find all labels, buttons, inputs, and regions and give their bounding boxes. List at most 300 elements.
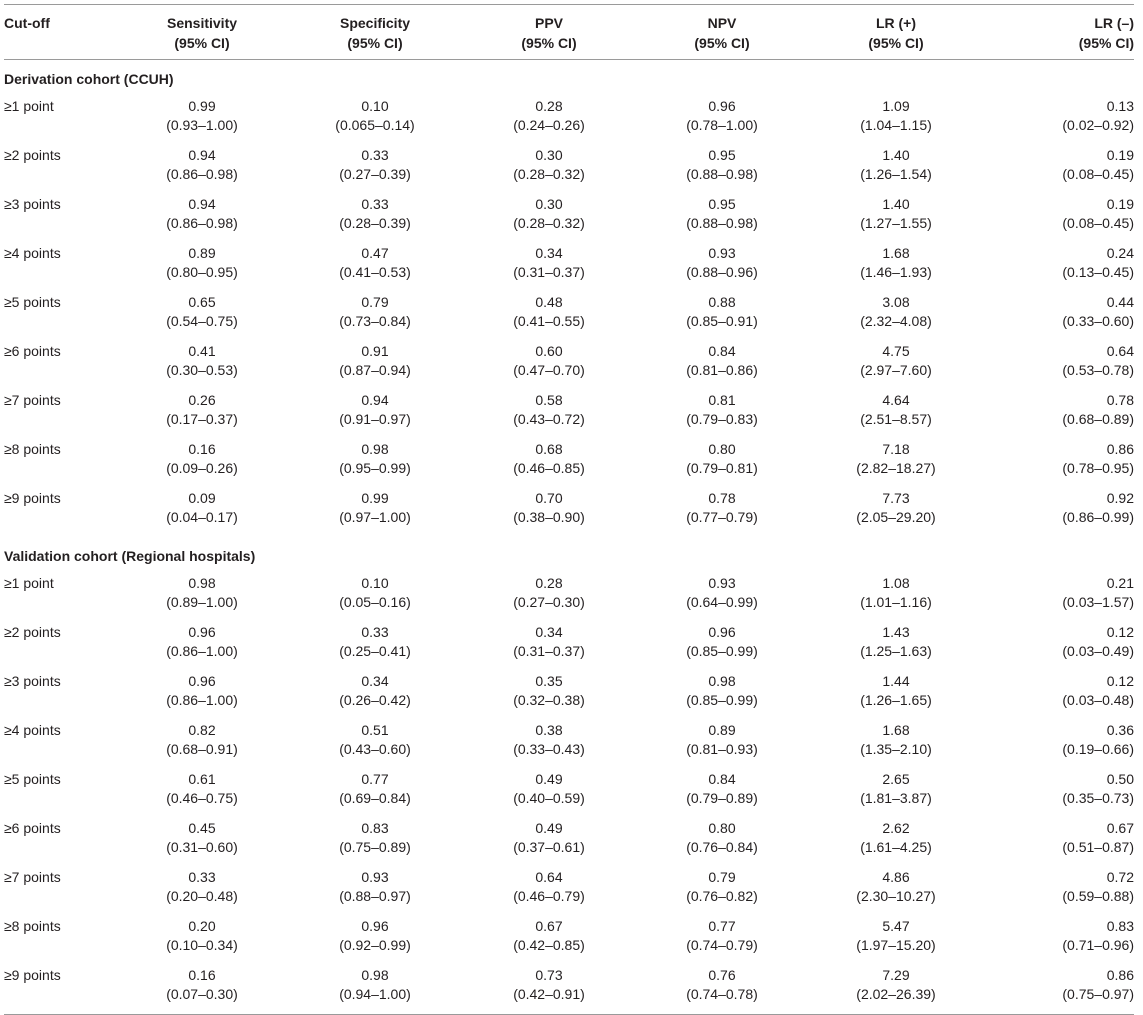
metric-cell: [116, 488, 288, 537]
column-header-sublabel: (95% CI): [868, 35, 924, 51]
confidence-interval: (0.24–0.26): [513, 117, 585, 133]
metric-value: 0.60: [535, 343, 563, 359]
table-row: [4, 720, 1134, 769]
metric-cell: [636, 194, 808, 243]
confidence-interval: (0.33–0.43): [513, 741, 585, 757]
confidence-interval: (1.61–4.25): [860, 839, 932, 855]
confidence-interval: (0.02–0.92): [1062, 117, 1134, 133]
metric-cell: [288, 671, 462, 720]
metric-value: 2.62: [882, 820, 910, 836]
confidence-interval: (0.05–0.16): [339, 594, 411, 610]
metric-value: 0.12: [1106, 673, 1134, 689]
metric-value: 0.86: [1106, 441, 1134, 457]
metric-value: 0.33: [361, 196, 389, 212]
column-header-label: Sensitivity: [166, 15, 238, 31]
metric-value: 0.34: [535, 624, 563, 640]
confidence-interval: (0.68–0.91): [166, 741, 238, 757]
table-row: [4, 965, 1134, 1015]
metric-cell: [984, 243, 1134, 292]
confidence-interval: (0.86–0.98): [166, 166, 238, 182]
metric-value: 0.96: [361, 918, 389, 934]
metric-value: 0.38: [535, 722, 563, 738]
metric-cell: [636, 671, 808, 720]
metric-cell: [116, 439, 288, 488]
confidence-interval: (0.86–1.00): [166, 643, 238, 659]
metric-value: 0.88: [708, 294, 736, 310]
metric-cell: [808, 341, 984, 390]
metric-cell: [808, 194, 984, 243]
metric-cell: [984, 769, 1134, 818]
metric-cell: [636, 145, 808, 194]
metric-cell: [116, 671, 288, 720]
header-row: [4, 5, 1134, 60]
confidence-interval: (0.85–0.99): [686, 692, 758, 708]
confidence-interval: (0.85–0.99): [686, 643, 758, 659]
metric-value: 0.64: [1106, 343, 1134, 359]
metric-value: 0.84: [708, 771, 736, 787]
metric-cell: [462, 818, 636, 867]
confidence-interval: (0.065–0.14): [335, 117, 415, 133]
metric-value: 0.33: [361, 147, 389, 163]
table-row: [4, 671, 1134, 720]
metric-cell: [808, 720, 984, 769]
confidence-interval: (0.43–0.60): [339, 741, 411, 757]
confidence-interval: (0.31–0.37): [513, 264, 585, 280]
metric-cell: [636, 720, 808, 769]
metric-value: 0.13: [1106, 98, 1134, 114]
column-header-label: PPV: [534, 15, 563, 31]
confidence-interval: (0.97–1.00): [339, 509, 411, 525]
metric-cell: [116, 390, 288, 439]
metric-cell: [984, 622, 1134, 671]
metric-cell: [462, 622, 636, 671]
metric-value: 0.80: [708, 441, 736, 457]
metric-cell: [288, 916, 462, 965]
metric-value: 0.47: [361, 245, 389, 261]
table-row: [4, 145, 1134, 194]
metric-cell: [116, 769, 288, 818]
confidence-interval: (0.35–0.73): [1062, 790, 1134, 806]
metric-value: 0.48: [535, 294, 563, 310]
confidence-interval: (0.88–0.97): [339, 888, 411, 904]
confidence-interval: (0.46–0.75): [166, 790, 238, 806]
metric-value: 3.08: [882, 294, 910, 310]
column-header-npv: [636, 5, 808, 60]
metric-cell: [288, 488, 462, 537]
metric-cell: [808, 243, 984, 292]
table-row: [4, 488, 1134, 537]
table-row: [4, 243, 1134, 292]
metric-cell: [808, 488, 984, 537]
metric-value: 0.76: [708, 967, 736, 983]
confidence-interval: (0.68–0.89): [1062, 411, 1134, 427]
metric-cell: [808, 573, 984, 622]
confidence-interval: (0.75–0.89): [339, 839, 411, 855]
confidence-interval: (1.35–2.10): [860, 741, 932, 757]
metric-value: 0.86: [1106, 967, 1134, 983]
confidence-interval: (0.92–0.99): [339, 937, 411, 953]
cutoff-cell: ≥9 points: [4, 490, 61, 506]
metric-value: 0.83: [361, 820, 389, 836]
metric-value: 0.16: [188, 967, 216, 983]
metric-value: 0.89: [708, 722, 736, 738]
metric-value: 0.96: [708, 98, 736, 114]
metric-cell: [462, 292, 636, 341]
confidence-interval: (0.25–0.41): [339, 643, 411, 659]
confidence-interval: (0.08–0.45): [1062, 166, 1134, 182]
confidence-interval: (0.76–0.82): [686, 888, 758, 904]
confidence-interval: (0.08–0.45): [1062, 215, 1134, 231]
column-header-sublabel: (95% CI): [347, 35, 403, 51]
confidence-interval: (2.02–26.39): [856, 986, 936, 1002]
metric-cell: [462, 488, 636, 537]
confidence-interval: (0.10–0.34): [166, 937, 238, 953]
metric-value: 1.43: [882, 624, 910, 640]
metric-cell: [288, 720, 462, 769]
metric-value: 0.20: [188, 918, 216, 934]
metric-cell: [288, 243, 462, 292]
confidence-interval: (2.82–18.27): [856, 460, 936, 476]
metric-cell: [462, 390, 636, 439]
group-title: Derivation cohort (CCUH): [4, 71, 174, 87]
confidence-interval: (0.47–0.70): [513, 362, 585, 378]
confidence-interval: (0.30–0.53): [166, 362, 238, 378]
metric-cell: [288, 96, 462, 145]
confidence-interval: (0.87–0.94): [339, 362, 411, 378]
metric-value: 1.68: [882, 245, 910, 261]
table-header: [4, 5, 1134, 60]
confidence-interval: (0.27–0.39): [339, 166, 411, 182]
metric-value: 0.95: [708, 196, 736, 212]
confidence-interval: (0.79–0.83): [686, 411, 758, 427]
metric-cell: [462, 439, 636, 488]
metric-cell: [116, 243, 288, 292]
metric-cell: [462, 965, 636, 1015]
confidence-interval: (0.41–0.53): [339, 264, 411, 280]
table-row: [4, 867, 1134, 916]
metric-value: 0.09: [188, 490, 216, 506]
metric-value: 0.28: [535, 98, 563, 114]
metric-value: 0.93: [361, 869, 389, 885]
metric-value: 1.08: [882, 575, 910, 591]
confidence-interval: (0.79–0.81): [686, 460, 758, 476]
confidence-interval: (0.86–1.00): [166, 692, 238, 708]
metric-value: 0.89: [188, 245, 216, 261]
confidence-interval: (0.79–0.89): [686, 790, 758, 806]
confidence-interval: (0.28–0.32): [513, 215, 585, 231]
metric-cell: [462, 671, 636, 720]
metric-cell: [462, 916, 636, 965]
confidence-interval: (2.97–7.60): [860, 362, 932, 378]
confidence-interval: (0.26–0.42): [339, 692, 411, 708]
metric-cell: [288, 390, 462, 439]
metric-cell: [462, 720, 636, 769]
confidence-interval: (0.95–0.99): [339, 460, 411, 476]
metric-value: 0.99: [188, 98, 216, 114]
metric-value: 1.40: [882, 147, 910, 163]
metric-cell: [808, 622, 984, 671]
metric-value: 0.24: [1106, 245, 1134, 261]
confidence-interval: (0.41–0.55): [513, 313, 585, 329]
metric-value: 0.49: [535, 820, 563, 836]
confidence-interval: (0.74–0.78): [686, 986, 758, 1002]
table-row: [4, 916, 1134, 965]
metric-cell: [462, 194, 636, 243]
confidence-interval: (0.19–0.66): [1062, 741, 1134, 757]
metric-value: 0.78: [1106, 392, 1134, 408]
metric-value: 0.61: [188, 771, 216, 787]
metric-value: 0.94: [361, 392, 389, 408]
cutoff-cell: ≥2 points: [4, 624, 61, 640]
cutoff-cell: ≥7 points: [4, 869, 61, 885]
confidence-interval: (0.43–0.72): [513, 411, 585, 427]
metric-cell: [462, 341, 636, 390]
group-title: Validation cohort (Regional hospitals): [4, 548, 256, 564]
column-header-ppv: [462, 5, 636, 60]
confidence-interval: (0.73–0.84): [339, 313, 411, 329]
column-header-specificity: [288, 5, 462, 60]
column-header-label: LR (–): [1094, 15, 1134, 31]
metric-value: 0.41: [188, 343, 216, 359]
metric-cell: [116, 194, 288, 243]
group-row: [4, 60, 1134, 97]
metric-cell: [984, 818, 1134, 867]
metric-value: 0.98: [361, 967, 389, 983]
metric-value: 0.36: [1106, 722, 1134, 738]
metric-cell: [116, 720, 288, 769]
metric-cell: [984, 867, 1134, 916]
metric-value: 7.18: [882, 441, 910, 457]
metric-value: 0.96: [188, 624, 216, 640]
confidence-interval: (0.46–0.85): [513, 460, 585, 476]
metric-value: 4.64: [882, 392, 910, 408]
metric-value: 5.47: [882, 918, 910, 934]
metric-cell: [808, 867, 984, 916]
metric-cell: [636, 439, 808, 488]
table-row: [4, 292, 1134, 341]
metric-value: 0.10: [361, 575, 389, 591]
confidence-interval: (0.32–0.38): [513, 692, 585, 708]
confidence-interval: (1.27–1.55): [860, 215, 932, 231]
confidence-interval: (2.30–10.27): [856, 888, 936, 904]
confidence-interval: (0.42–0.85): [513, 937, 585, 953]
metric-cell: [288, 867, 462, 916]
metric-value: 0.93: [708, 245, 736, 261]
confidence-interval: (0.86–0.98): [166, 215, 238, 231]
column-header-sublabel: (95% CI): [694, 35, 750, 51]
table-row: [4, 96, 1134, 145]
metric-value: 0.99: [361, 490, 389, 506]
cutoff-cell: ≥1 point: [4, 98, 54, 114]
table-row: [4, 818, 1134, 867]
metric-value: 0.67: [535, 918, 563, 934]
metric-value: 0.79: [708, 869, 736, 885]
confidence-interval: (0.40–0.59): [513, 790, 585, 806]
metric-cell: [288, 292, 462, 341]
confidence-interval: (0.17–0.37): [166, 411, 238, 427]
confidence-interval: (0.85–0.91): [686, 313, 758, 329]
metric-cell: [288, 341, 462, 390]
confidence-interval: (0.53–0.78): [1062, 362, 1134, 378]
confidence-interval: (0.88–0.96): [686, 264, 758, 280]
metric-cell: [636, 292, 808, 341]
metric-cell: [808, 292, 984, 341]
metric-cell: [636, 390, 808, 439]
metric-cell: [288, 194, 462, 243]
metric-cell: [116, 292, 288, 341]
cutoff-cell: ≥5 points: [4, 771, 61, 787]
confidence-interval: (0.04–0.17): [166, 509, 238, 525]
metric-cell: [984, 96, 1134, 145]
cutoff-cell: ≥4 points: [4, 245, 61, 261]
metric-value: 0.34: [535, 245, 563, 261]
metric-value: 0.96: [708, 624, 736, 640]
group-row: [4, 537, 1134, 573]
metric-value: 0.19: [1106, 196, 1134, 212]
metric-value: 0.35: [535, 673, 563, 689]
metric-cell: [984, 390, 1134, 439]
table-row: [4, 194, 1134, 243]
table-row: [4, 769, 1134, 818]
cutoff-cell: ≥1 point: [4, 575, 54, 591]
cutoff-cell: ≥2 points: [4, 147, 61, 163]
metric-cell: [984, 439, 1134, 488]
metric-value: 7.29: [882, 967, 910, 983]
metric-value: 0.33: [361, 624, 389, 640]
metric-cell: [462, 145, 636, 194]
metric-value: 0.98: [708, 673, 736, 689]
confidence-interval: (0.54–0.75): [166, 313, 238, 329]
column-header-label: Specificity: [339, 15, 411, 31]
confidence-interval: (0.64–0.99): [686, 594, 758, 610]
metric-value: 0.49: [535, 771, 563, 787]
confidence-interval: (0.81–0.93): [686, 741, 758, 757]
metric-cell: [116, 818, 288, 867]
confidence-interval: (0.51–0.87): [1062, 839, 1134, 855]
confidence-interval: (0.78–0.95): [1062, 460, 1134, 476]
metric-cell: [808, 818, 984, 867]
cutoff-cell: ≥7 points: [4, 392, 61, 408]
metric-cell: [462, 243, 636, 292]
metric-cell: [462, 573, 636, 622]
metric-cell: [636, 488, 808, 537]
metric-cell: [116, 916, 288, 965]
confidence-interval: (1.81–3.87): [860, 790, 932, 806]
confidence-interval: (0.28–0.32): [513, 166, 585, 182]
metric-cell: [116, 573, 288, 622]
metric-cell: [288, 769, 462, 818]
cutoff-cell: ≥6 points: [4, 820, 61, 836]
confidence-interval: (0.75–0.97): [1062, 986, 1134, 1002]
confidence-interval: (0.09–0.26): [166, 460, 238, 476]
metric-value: 0.19: [1106, 147, 1134, 163]
confidence-interval: (0.03–0.48): [1062, 692, 1134, 708]
metric-value: 0.68: [535, 441, 563, 457]
metric-cell: [984, 720, 1134, 769]
metric-cell: [808, 769, 984, 818]
metric-value: 0.51: [361, 722, 389, 738]
metric-value: 0.50: [1106, 771, 1134, 787]
metric-value: 0.77: [361, 771, 389, 787]
metric-value: 4.75: [882, 343, 910, 359]
confidence-interval: (0.31–0.60): [166, 839, 238, 855]
metric-value: 0.79: [361, 294, 389, 310]
confidence-interval: (0.93–1.00): [166, 117, 238, 133]
confidence-interval: (0.33–0.60): [1062, 313, 1134, 329]
column-header-lr-negative: [984, 5, 1134, 60]
metric-value: 0.83: [1106, 918, 1134, 934]
metric-value: 0.16: [188, 441, 216, 457]
metric-cell: [636, 622, 808, 671]
metric-cell: [288, 818, 462, 867]
column-header-sublabel: (95% CI): [521, 35, 577, 51]
metric-value: 1.09: [882, 98, 910, 114]
cutoff-cell: ≥8 points: [4, 441, 61, 457]
confidence-interval: (0.59–0.88): [1062, 888, 1134, 904]
confidence-interval: (0.69–0.84): [339, 790, 411, 806]
metric-value: 0.64: [535, 869, 563, 885]
metric-cell: [116, 867, 288, 916]
metric-value: 0.33: [188, 869, 216, 885]
metric-value: 1.44: [882, 673, 910, 689]
table-row: [4, 390, 1134, 439]
metric-value: 0.44: [1106, 294, 1134, 310]
confidence-interval: (0.76–0.84): [686, 839, 758, 855]
confidence-interval: (0.28–0.39): [339, 215, 411, 231]
metric-value: 0.72: [1106, 869, 1134, 885]
cutoff-cell: ≥3 points: [4, 673, 61, 689]
column-header-cutoff: [4, 5, 116, 60]
confidence-interval: (1.25–1.63): [860, 643, 932, 659]
metric-value: 0.91: [361, 343, 389, 359]
metric-value: 0.10: [361, 98, 389, 114]
cutoff-cell: ≥6 points: [4, 343, 61, 359]
column-header-lr-positive: [808, 5, 984, 60]
metric-cell: [116, 341, 288, 390]
cutoff-cell: ≥3 points: [4, 196, 61, 212]
confidence-interval: (2.51–8.57): [860, 411, 932, 427]
confidence-interval: (1.26–1.65): [860, 692, 932, 708]
metric-value: 0.30: [535, 147, 563, 163]
metric-cell: [462, 96, 636, 145]
metric-value: 0.70: [535, 490, 563, 506]
metric-value: 0.84: [708, 343, 736, 359]
metric-cell: [636, 916, 808, 965]
metric-cell: [116, 622, 288, 671]
confidence-interval: (0.37–0.61): [513, 839, 585, 855]
results-table: [4, 4, 1134, 1015]
confidence-interval: (0.42–0.91): [513, 986, 585, 1002]
metric-cell: [636, 341, 808, 390]
table-row: [4, 341, 1134, 390]
metric-value: 0.73: [535, 967, 563, 983]
metric-value: 0.98: [188, 575, 216, 591]
metric-value: 0.21: [1106, 575, 1134, 591]
metric-cell: [984, 194, 1134, 243]
confidence-interval: (0.13–0.45): [1062, 264, 1134, 280]
metric-cell: [808, 390, 984, 439]
metric-value: 0.78: [708, 490, 736, 506]
metric-value: 0.67: [1106, 820, 1134, 836]
page: [0, 4, 1143, 1001]
metric-value: 0.34: [361, 673, 389, 689]
metric-value: 0.93: [708, 575, 736, 591]
confidence-interval: (2.32–4.08): [860, 313, 932, 329]
metric-cell: [984, 916, 1134, 965]
confidence-interval: (0.88–0.98): [686, 166, 758, 182]
confidence-interval: (0.20–0.48): [166, 888, 238, 904]
metric-cell: [116, 96, 288, 145]
